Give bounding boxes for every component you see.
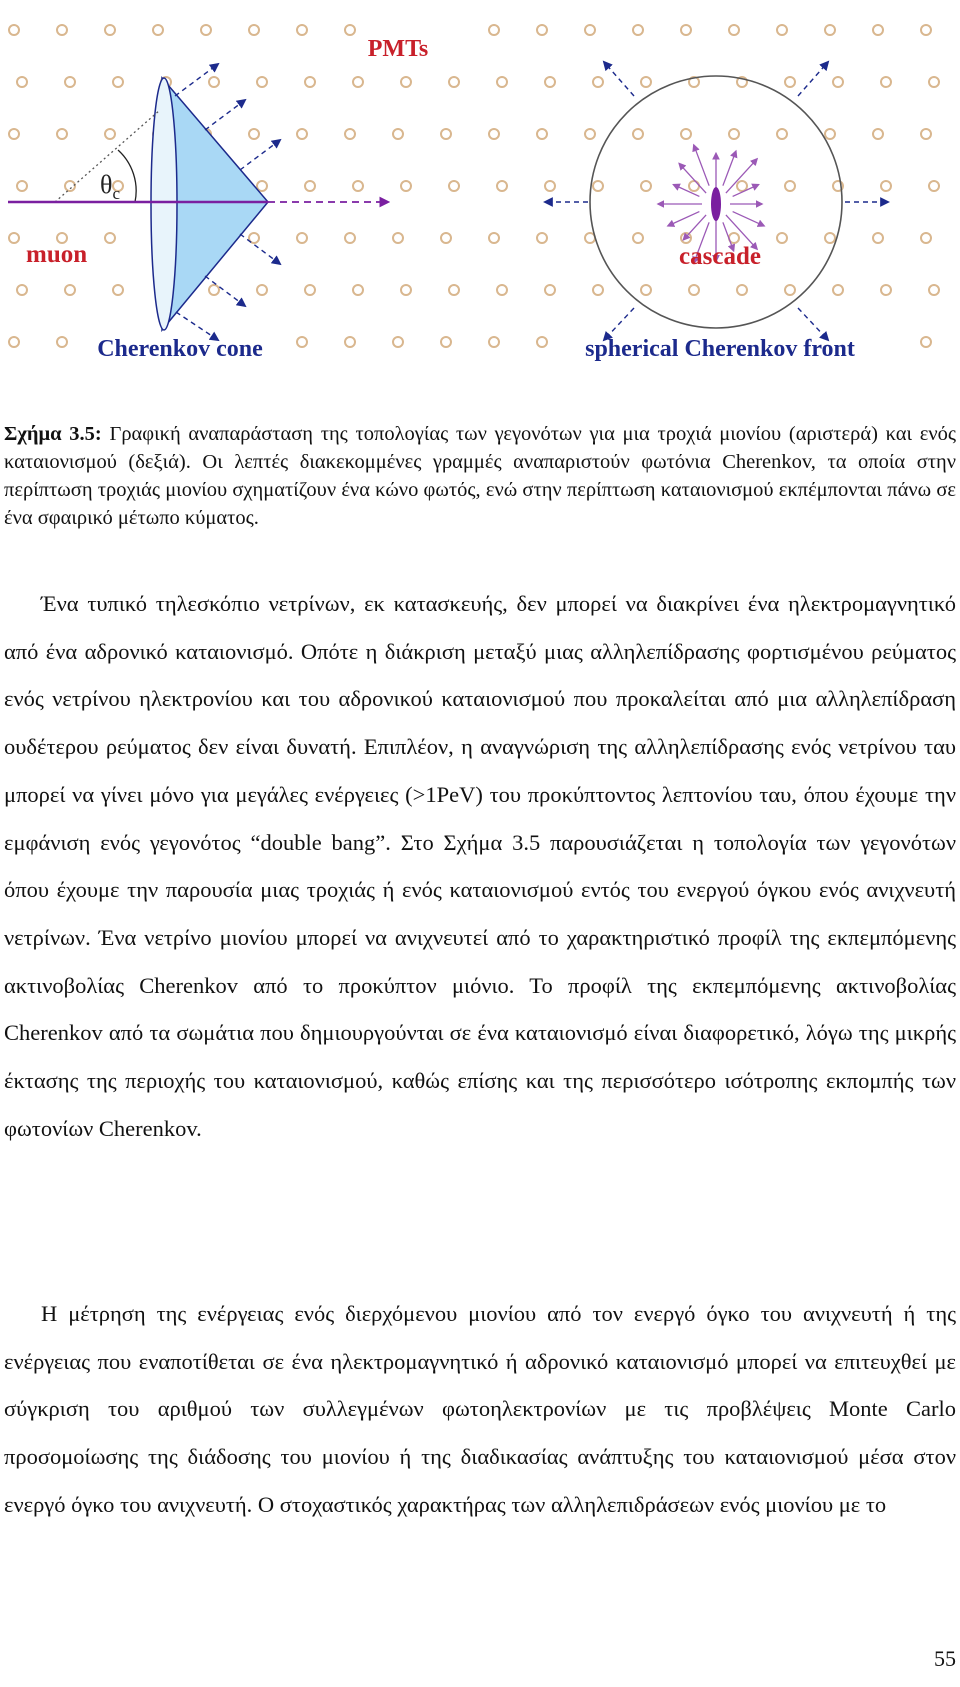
pmt-dot: [65, 285, 75, 295]
pmt-dot: [345, 337, 355, 347]
pmt-dot: [257, 77, 267, 87]
pmt-dot: [297, 337, 307, 347]
pmt-dot-grid: [9, 25, 939, 347]
pmt-dot: [641, 285, 651, 295]
pmt-dot: [353, 285, 363, 295]
pmt-dot: [257, 181, 267, 191]
pmt-dot: [449, 181, 459, 191]
pmt-dot: [921, 25, 931, 35]
cone-base-ellipse: [151, 78, 177, 330]
muon-label: muon: [26, 241, 88, 268]
pmt-dot: [113, 77, 123, 87]
cascade-ray: [733, 212, 764, 226]
pmt-dot: [489, 129, 499, 139]
pmt-dot: [449, 77, 459, 87]
pmt-dot: [873, 233, 883, 243]
pmt-dot: [833, 285, 843, 295]
cone-shape: [162, 78, 268, 330]
pmt-dot: [593, 181, 603, 191]
pmt-dot: [353, 181, 363, 191]
pmt-dot: [489, 25, 499, 35]
pmt-dot: [729, 129, 739, 139]
pmt-dot: [345, 129, 355, 139]
pmt-dot: [881, 285, 891, 295]
pmt-dot: [257, 285, 267, 295]
spherical-front-diagram: [545, 62, 888, 362]
pmt-dot: [545, 181, 555, 191]
pmt-dot: [593, 285, 603, 295]
pmt-dot: [737, 285, 747, 295]
spherical-front-label: spherical Cherenkov front: [585, 336, 855, 362]
cherenkov-cone-diagram: [8, 64, 388, 362]
pmt-dot: [921, 129, 931, 139]
pmt-dot: [105, 233, 115, 243]
pmt-dot: [345, 233, 355, 243]
pmt-dot: [545, 77, 555, 87]
pmt-dot: [921, 337, 931, 347]
pmt-dot: [825, 25, 835, 35]
photon-line-upper-2: [205, 100, 245, 130]
pmt-dot: [729, 25, 739, 35]
pmt-dot: [881, 77, 891, 87]
pmt-dot: [209, 285, 219, 295]
pmt-dot: [113, 285, 123, 295]
pmt-dot: [65, 181, 75, 191]
pmt-dot: [929, 285, 939, 295]
pmt-dot: [401, 285, 411, 295]
pmt-dot: [929, 181, 939, 191]
pmt-dot: [497, 285, 507, 295]
pmt-dot: [921, 233, 931, 243]
pmt-dot: [633, 25, 643, 35]
pmt-dot: [633, 233, 643, 243]
pmt-dot: [537, 25, 547, 35]
cascade-ray: [683, 215, 706, 240]
pmt-dot: [825, 129, 835, 139]
page-number: 55: [934, 1646, 956, 1671]
cherenkov-cone-label: Cherenkov cone: [97, 336, 263, 362]
photon-line-lower-1: [240, 234, 280, 264]
pmt-dot: [249, 129, 259, 139]
pmt-dot: [785, 181, 795, 191]
pmt-dot: [9, 337, 19, 347]
pmt-dot: [353, 77, 363, 87]
pmt-dot: [401, 77, 411, 87]
pmt-dot: [777, 129, 787, 139]
pmt-dot: [873, 129, 883, 139]
pmt-dot: [537, 337, 547, 347]
pmt-dot: [441, 337, 451, 347]
pmt-dot: [9, 25, 19, 35]
pmt-dot: [929, 77, 939, 87]
pmt-dot: [9, 129, 19, 139]
pmt-dot: [17, 77, 27, 87]
pmt-dot: [689, 285, 699, 295]
pmt-dot: [737, 181, 747, 191]
photon-line-lower-2: [205, 276, 245, 306]
pmt-dot: [641, 181, 651, 191]
pmt-dot: [497, 77, 507, 87]
cascade-core: [711, 187, 721, 221]
pmt-dot: [393, 233, 403, 243]
pmt-dot: [681, 129, 691, 139]
pmt-dot: [297, 233, 307, 243]
pmt-dot: [785, 285, 795, 295]
cascade-ray: [668, 212, 699, 226]
photon-line-upper-3: [240, 140, 280, 170]
pmt-dot: [825, 233, 835, 243]
pmt-dot: [881, 181, 891, 191]
pmt-dot: [681, 233, 691, 243]
pmt-dot: [65, 77, 75, 87]
pmt-dot: [441, 129, 451, 139]
pmt-dot: [537, 129, 547, 139]
pmt-dot: [9, 233, 19, 243]
pmt-dot: [545, 285, 555, 295]
cascade-ray: [694, 145, 709, 186]
pmt-dot: [777, 233, 787, 243]
cherenkov-topology-figure: [0, 0, 960, 390]
pmt-dot: [777, 25, 787, 35]
pmt-dot: [297, 25, 307, 35]
pmt-dot: [873, 25, 883, 35]
pmt-dot: [305, 181, 315, 191]
pmt-dot: [305, 285, 315, 295]
pmt-dot: [249, 25, 259, 35]
pmt-dot: [401, 181, 411, 191]
pmt-dot: [345, 25, 355, 35]
pmt-dot: [209, 77, 219, 87]
caption-label: Σχήμα 3.5:: [4, 423, 102, 445]
pmt-dot: [585, 129, 595, 139]
pmt-dot: [201, 25, 211, 35]
pmts-title: PMTs: [367, 36, 429, 62]
pmt-dot: [633, 129, 643, 139]
pmt-dot: [449, 285, 459, 295]
figure-caption: [4, 420, 956, 532]
cascade-ray: [723, 151, 736, 186]
theta-arc: [118, 150, 136, 202]
pmt-dot: [441, 233, 451, 243]
pmt-dot: [17, 181, 27, 191]
pmt-dot: [17, 285, 27, 295]
pmt-dot: [593, 77, 603, 87]
pmt-dot: [105, 25, 115, 35]
body-paragraph-1: Ένα τυπικό τηλεσκόπιο νετρίνων, εκ κατασκευής, δεν μπορεί να διακρίνει ένα ηλεκτρομαγνητικό από ένα αδρονικό καταιονισμό. Οπότε η διάκριση μεταξύ μιας αλληλεπίδρασης φορτισμένου ρεύματος ενός νετρίνου ηλεκτρονίου και του αδρονικού καταιονισμού που προκαλείται από μια αλληλεπίδραση ουδέτερου ρεύματος δεν είναι δυνατή. Επιπλέον, η αναγνώριση της αλληλεπίδρασης ενός νετρίνου ταυ μπορεί να γίνει μόνο για μεγάλες ενέργειες (>1PeV) του προκύπτοντος λεπτονίου ταυ, όπου έχουμε την εμφάνιση ενός γεγονότος “double bang”. Στο Σχήμα 3.5 παρουσιάζεται η τοπολογία των γεγονότων όπου έχουμε την παρουσία μιας τροχιάς ή ενός καταιονισμού εντός του ενεργού όγκου ενός ανιχνευτή νετρίνων. Ένα νετρίνο μιονίου μπορεί να ανιχνευτεί από το χαρακτηριστικό προφίλ της εκπεμπόμενης ακτινοβολίας Cherenkov από το προκύπτον μιόνιο. Το προφίλ της εκπεμπόμενης ακτινοβολίας Cherenkov από τα σωμάτια που δημιουργούνται σε ένα καταιονισμό είναι διαφορετικό, λόγω της μικρής έκτασης της περιοχής του καταιονισμού, καθώς επίσης και της περισσότερο ισότροπης εκπομπής των φωτονίων Cherenkov.: [4, 591, 956, 1141]
pmt-dot: [833, 77, 843, 87]
body-paragraph-2: Η μέτρηση της ενέργειας ενός διερχόμενου μιονίου από τον ενεργό όγκο του ανιχνευτή ή της ενέργειας που εναποτίθεται σε ένα ηλεκτρομαγνητικό ή αδρονικό καταιονισμό μπορεί να επιτευχθεί με σύγκριση του αριθμού των συλλεγμένων φωτοηλεκτρονίων με τις προβλέψεις Monte Carlo προσομοίωσης της διάδοσης του μιονίου ή της διαδικασίας ανάπτυξης του καταιονισμού μέσα στον ενεργό όγκο του ανιχνευτή. Ο στοχαστικός χαρακτήρας των αλληλεπιδράσεων ενός μιονίου με το: [4, 1301, 956, 1517]
front-arrow-ne: [798, 62, 828, 96]
pmt-dot: [105, 129, 115, 139]
pmt-dot: [537, 233, 547, 243]
pmt-dot: [681, 25, 691, 35]
pmt-dot: [57, 337, 67, 347]
pmt-dot: [57, 25, 67, 35]
pmt-dot: [305, 77, 315, 87]
front-arrow-nw: [604, 62, 634, 96]
pmt-dot: [497, 181, 507, 191]
caption-text: Γραφική αναπαράσταση της τοπολογίας των γεγονότων για μια τροχιά μιονίου (αριστερά) και ενός καταιονισμού (δεξιά). Οι λεπτές διακεκομμένες γραμμές αναπαριστούν φωτόνια Cherenkov, τα οποία στην περίπτωση τροχιάς μιονίου σχηματίζουν ένα κώνο φωτός, ενώ στην περίπτωση καταιονισμού εκπέμπονται πάνω σε ένα σφαιρικό μέτωπο κύματος.: [4, 423, 957, 529]
pmt-dot: [785, 77, 795, 87]
theta-label: $\theta_c$: [100, 170, 121, 203]
pmt-dot: [689, 181, 699, 191]
cascade-label: cascade: [679, 243, 761, 270]
pmt-dot: [393, 129, 403, 139]
pmt-dot: [489, 233, 499, 243]
pmt-dot: [585, 25, 595, 35]
pmt-dot: [57, 129, 67, 139]
pmt-dot: [297, 129, 307, 139]
photon-line-upper-1: [175, 64, 218, 96]
pmt-dot: [393, 337, 403, 347]
pmt-dot: [153, 25, 163, 35]
pmt-dot: [641, 77, 651, 87]
pmt-dot: [489, 337, 499, 347]
